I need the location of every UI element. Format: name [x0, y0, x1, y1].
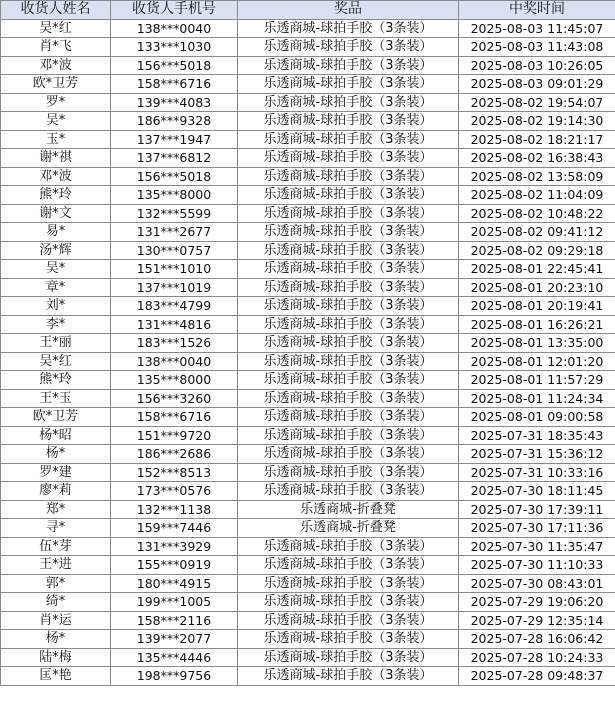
cell-prize: 乐透商城-球拍手胶（3条装）: [238, 75, 459, 94]
cell-time: 2025-08-01 11:57:29: [459, 371, 615, 390]
cell-time: 2025-08-01 09:00:58: [459, 408, 615, 427]
cell-phone: 158***6716: [111, 75, 238, 94]
cell-prize: 乐透商城-球拍手胶（3条装）: [238, 260, 459, 279]
cell-phone: 158***2116: [111, 611, 238, 630]
table-row: [1, 204, 615, 223]
cell-time: 2025-08-01 11:24:34: [459, 389, 615, 408]
table-row: [1, 667, 615, 686]
table-row: [1, 482, 615, 501]
cell-time: 2025-07-29 12:35:14: [459, 611, 615, 630]
cell-name: 廖*莉: [1, 482, 111, 501]
cell-name: 邓*波: [1, 56, 111, 75]
table-row: [1, 519, 615, 538]
cell-name: 李*: [1, 315, 111, 334]
cell-time: 2025-07-31 18:35:43: [459, 426, 615, 445]
table-row: [1, 445, 615, 464]
cell-prize: 乐透商城-球拍手胶（3条装）: [238, 56, 459, 75]
cell-phone: 173***0576: [111, 482, 238, 501]
cell-phone: 137***1019: [111, 278, 238, 297]
table-row: [1, 167, 615, 186]
cell-phone: 132***1138: [111, 500, 238, 519]
cell-name: 杨*: [1, 630, 111, 649]
cell-time: 2025-07-28 10:24:33: [459, 648, 615, 667]
cell-name: 易*: [1, 223, 111, 242]
cell-name: 匡*艳: [1, 667, 111, 686]
cell-time: 2025-08-02 13:58:09: [459, 167, 615, 186]
cell-prize: 乐透商城-球拍手胶（3条装）: [238, 648, 459, 667]
cell-name: 陆*梅: [1, 648, 111, 667]
cell-phone: 130***0757: [111, 241, 238, 260]
cell-phone: 198***9756: [111, 667, 238, 686]
table-row: [1, 19, 615, 38]
table-row: [1, 611, 615, 630]
cell-name: 王*进: [1, 556, 111, 575]
cell-time: 2025-08-03 11:43:08: [459, 38, 615, 57]
cell-prize: 乐透商城-球拍手胶（3条装）: [238, 149, 459, 168]
table-row: [1, 574, 615, 593]
cell-time: 2025-07-30 17:39:11: [459, 500, 615, 519]
cell-prize: 乐透商城-折叠凳: [238, 500, 459, 519]
cell-name: 吴*: [1, 112, 111, 131]
cell-prize: 乐透商城-球拍手胶（3条装）: [238, 463, 459, 482]
cell-time: 2025-08-01 22:45:41: [459, 260, 615, 279]
cell-name: 郑*: [1, 500, 111, 519]
cell-name: 邓*波: [1, 167, 111, 186]
table-row: [1, 278, 615, 297]
table-row: [1, 38, 615, 57]
cell-prize: 乐透商城-球拍手胶（3条装）: [238, 593, 459, 612]
cell-time: 2025-07-28 09:48:37: [459, 667, 615, 686]
cell-name: 欧*卫芳: [1, 75, 111, 94]
cell-prize: 乐透商城-球拍手胶（3条装）: [238, 167, 459, 186]
table-row: [1, 537, 615, 556]
cell-time: 2025-08-02 09:29:18: [459, 241, 615, 260]
cell-prize: 乐透商城-球拍手胶（3条装）: [238, 112, 459, 131]
cell-phone: 152***8513: [111, 463, 238, 482]
cell-phone: 135***8000: [111, 186, 238, 205]
cell-phone: 186***2686: [111, 445, 238, 464]
cell-name: 刘*: [1, 297, 111, 316]
cell-phone: 183***1526: [111, 334, 238, 353]
table-header: [1, 1, 615, 20]
cell-time: 2025-07-31 10:33:16: [459, 463, 615, 482]
cell-name: 杨*昭: [1, 426, 111, 445]
cell-time: 2025-08-01 16:26:21: [459, 315, 615, 334]
cell-time: 2025-07-31 15:36:12: [459, 445, 615, 464]
cell-prize: 乐透商城-球拍手胶（3条装）: [238, 204, 459, 223]
cell-prize: 乐透商城-球拍手胶（3条装）: [238, 667, 459, 686]
cell-name: 绮*: [1, 593, 111, 612]
cell-phone: 183***4799: [111, 297, 238, 316]
cell-time: 2025-08-01 20:23:10: [459, 278, 615, 297]
cell-prize: 乐透商城-球拍手胶（3条装）: [238, 352, 459, 371]
table-row: [1, 56, 615, 75]
cell-name: 熊*玲: [1, 186, 111, 205]
table-row: [1, 75, 615, 94]
cell-time: 2025-07-30 11:10:33: [459, 556, 615, 575]
cell-phone: 151***1010: [111, 260, 238, 279]
cell-name: 熊*玲: [1, 371, 111, 390]
cell-prize: 乐透商城-球拍手胶（3条装）: [238, 482, 459, 501]
cell-time: 2025-08-02 11:04:09: [459, 186, 615, 205]
cell-phone: 139***2077: [111, 630, 238, 649]
cell-name: 伍*芽: [1, 537, 111, 556]
cell-prize: 乐透商城-球拍手胶（3条装）: [238, 389, 459, 408]
table-row: [1, 93, 615, 112]
cell-phone: 135***8000: [111, 371, 238, 390]
cell-prize: 乐透商城-球拍手胶（3条装）: [238, 19, 459, 38]
cell-time: 2025-07-30 08:43:01: [459, 574, 615, 593]
table-row: [1, 648, 615, 667]
cell-phone: 135***4446: [111, 648, 238, 667]
cell-prize: 乐透商城-球拍手胶（3条装）: [238, 93, 459, 112]
cell-phone: 139***4083: [111, 93, 238, 112]
table-row: [1, 408, 615, 427]
cell-name: 谢*祺: [1, 149, 111, 168]
cell-phone: 158***6716: [111, 408, 238, 427]
cell-phone: 155***0919: [111, 556, 238, 575]
cell-name: 吴*红: [1, 19, 111, 38]
header-time: 中奖时间: [459, 1, 615, 20]
cell-phone: 131***3929: [111, 537, 238, 556]
table-row: [1, 297, 615, 316]
cell-name: 郭*: [1, 574, 111, 593]
cell-time: 2025-08-02 18:21:17: [459, 130, 615, 149]
cell-prize: 乐透商城-球拍手胶（3条装）: [238, 223, 459, 242]
cell-phone: 138***0040: [111, 352, 238, 371]
table-row: [1, 593, 615, 612]
cell-phone: 138***0040: [111, 19, 238, 38]
cell-time: 2025-08-03 09:01:29: [459, 75, 615, 94]
table-row: [1, 149, 615, 168]
table-row: [1, 130, 615, 149]
cell-prize: 乐透商城-球拍手胶（3条装）: [238, 278, 459, 297]
cell-prize: 乐透商城-球拍手胶（3条装）: [238, 186, 459, 205]
header-row: [1, 1, 615, 20]
cell-phone: 156***5018: [111, 167, 238, 186]
cell-phone: 186***9328: [111, 112, 238, 131]
cell-name: 王*玉: [1, 389, 111, 408]
cell-name: 肖*运: [1, 611, 111, 630]
cell-time: 2025-08-02 16:38:43: [459, 149, 615, 168]
cell-prize: 乐透商城-球拍手胶（3条装）: [238, 630, 459, 649]
cell-name: 寻*: [1, 519, 111, 538]
cell-name: 吴*: [1, 260, 111, 279]
cell-prize: 乐透商城-球拍手胶（3条装）: [238, 130, 459, 149]
cell-phone: 131***4816: [111, 315, 238, 334]
cell-phone: 159***7446: [111, 519, 238, 538]
cell-name: 谢*文: [1, 204, 111, 223]
table-row: [1, 352, 615, 371]
cell-prize: 乐透商城-球拍手胶（3条装）: [238, 334, 459, 353]
cell-name: 吴*红: [1, 352, 111, 371]
header-prize: 奖品: [238, 1, 459, 20]
cell-time: 2025-08-02 10:48:22: [459, 204, 615, 223]
cell-name: 罗*: [1, 93, 111, 112]
cell-name: 肖*飞: [1, 38, 111, 57]
cell-phone: 199***1005: [111, 593, 238, 612]
cell-time: 2025-08-03 10:26:05: [459, 56, 615, 75]
table-row: [1, 315, 615, 334]
cell-phone: 156***3260: [111, 389, 238, 408]
cell-phone: 132***5599: [111, 204, 238, 223]
cell-time: 2025-07-30 18:11:45: [459, 482, 615, 501]
cell-time: 2025-08-01 13:35:00: [459, 334, 615, 353]
cell-time: 2025-08-02 19:14:30: [459, 112, 615, 131]
table-body: [1, 19, 615, 685]
table-row: [1, 112, 615, 131]
table-row: [1, 260, 615, 279]
cell-time: 2025-07-28 16:06:42: [459, 630, 615, 649]
cell-time: 2025-08-02 19:54:07: [459, 93, 615, 112]
cell-time: 2025-07-30 17:11:36: [459, 519, 615, 538]
table-row: [1, 463, 615, 482]
table-row: [1, 371, 615, 390]
cell-prize: 乐透商城-球拍手胶（3条装）: [238, 537, 459, 556]
cell-prize: 乐透商城-球拍手胶（3条装）: [238, 445, 459, 464]
cell-time: 2025-08-01 20:19:41: [459, 297, 615, 316]
cell-phone: 137***1947: [111, 130, 238, 149]
cell-prize: 乐透商城-球拍手胶（3条装）: [238, 241, 459, 260]
table-row: [1, 186, 615, 205]
cell-name: 章*: [1, 278, 111, 297]
cell-prize: 乐透商城-球拍手胶（3条装）: [238, 556, 459, 575]
cell-phone: 151***9720: [111, 426, 238, 445]
table-row: [1, 500, 615, 519]
cell-phone: 137***6812: [111, 149, 238, 168]
cell-phone: 180***4915: [111, 574, 238, 593]
cell-name: 欧*卫芳: [1, 408, 111, 427]
cell-name: 王*丽: [1, 334, 111, 353]
cell-time: 2025-08-02 09:41:12: [459, 223, 615, 242]
cell-prize: 乐透商城-球拍手胶（3条装）: [238, 574, 459, 593]
table-row: [1, 223, 615, 242]
cell-phone: 133***1030: [111, 38, 238, 57]
cell-prize: 乐透商城-球拍手胶（3条装）: [238, 371, 459, 390]
cell-prize: 乐透商城-球拍手胶（3条装）: [238, 315, 459, 334]
cell-time: 2025-08-03 11:45:07: [459, 19, 615, 38]
cell-prize: 乐透商城-折叠凳: [238, 519, 459, 538]
cell-time: 2025-08-01 12:01:20: [459, 352, 615, 371]
header-phone: 收货人手机号: [111, 1, 238, 20]
table-row: [1, 426, 615, 445]
cell-prize: 乐透商城-球拍手胶（3条装）: [238, 611, 459, 630]
cell-time: 2025-07-29 19:06:20: [459, 593, 615, 612]
cell-phone: 131***2677: [111, 223, 238, 242]
cell-prize: 乐透商城-球拍手胶（3条装）: [238, 297, 459, 316]
header-name: 收货人姓名: [1, 1, 111, 20]
cell-name: 罗*建: [1, 463, 111, 482]
cell-name: 杨*: [1, 445, 111, 464]
cell-name: 玉*: [1, 130, 111, 149]
cell-phone: 156***5018: [111, 56, 238, 75]
table-row: [1, 334, 615, 353]
cell-prize: 乐透商城-球拍手胶（3条装）: [238, 426, 459, 445]
table-row: [1, 556, 615, 575]
cell-name: 汤*辉: [1, 241, 111, 260]
cell-time: 2025-07-30 11:35:47: [459, 537, 615, 556]
cell-prize: 乐透商城-球拍手胶（3条装）: [238, 38, 459, 57]
table-row: [1, 630, 615, 649]
table-row: [1, 389, 615, 408]
table-row: [1, 241, 615, 260]
cell-prize: 乐透商城-球拍手胶（3条装）: [238, 408, 459, 427]
